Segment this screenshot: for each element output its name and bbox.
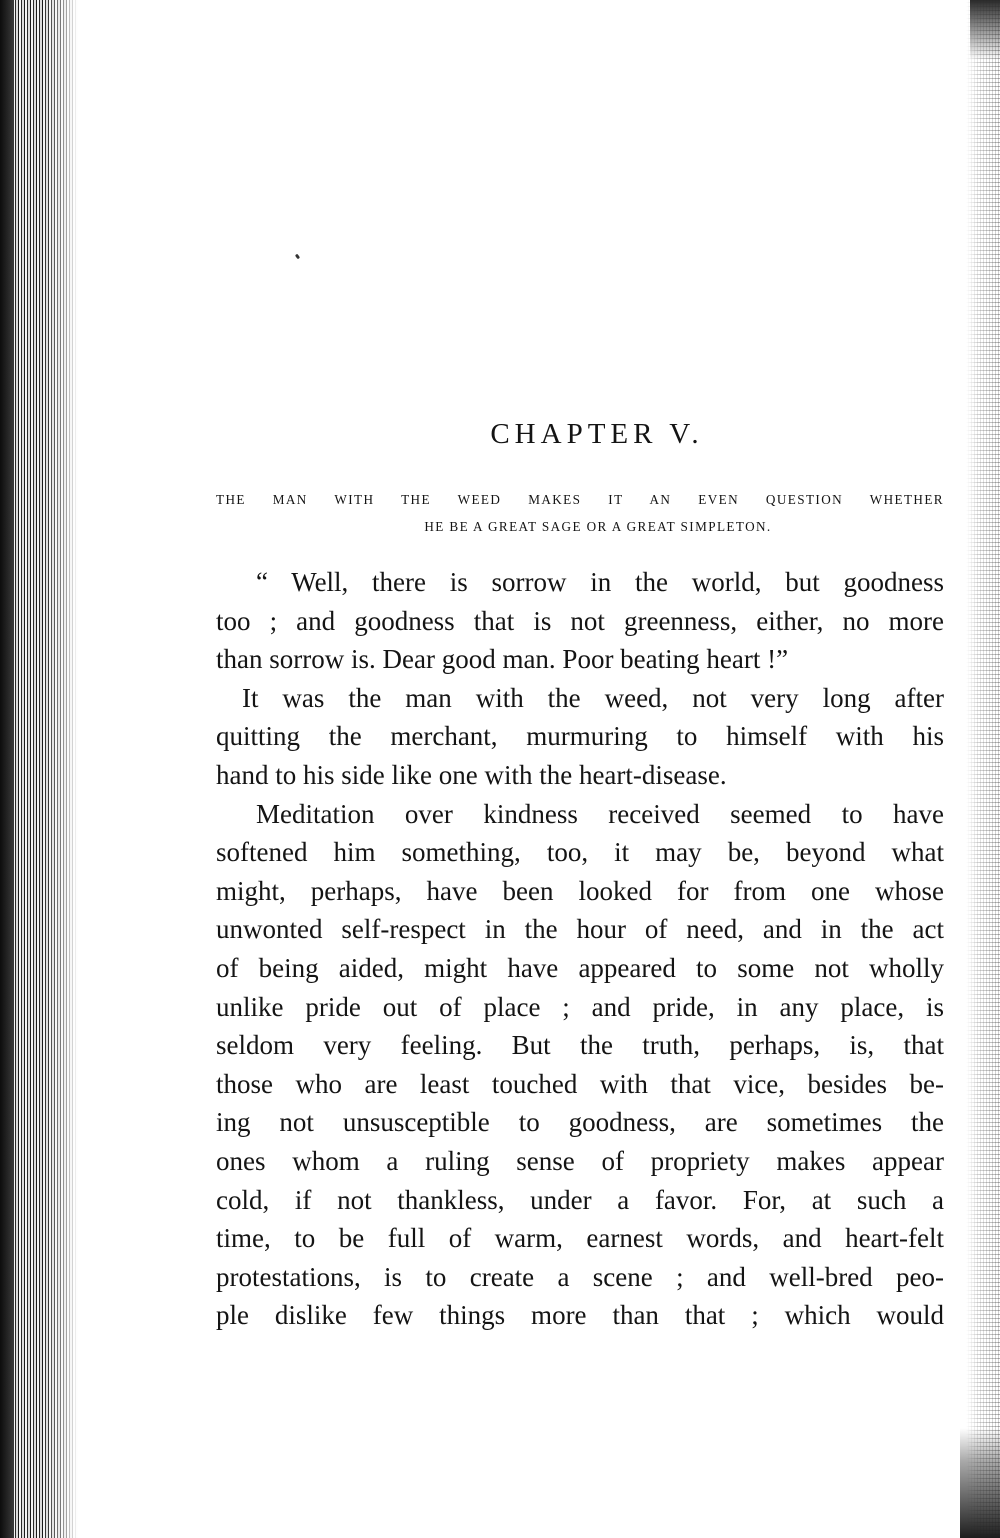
text-line: might, perhaps, have been looked for from one whose	[216, 875, 944, 906]
binding-shadow	[0, 0, 14, 1538]
text-line: Meditation over kindness received seemed to have	[256, 798, 944, 829]
text-line: ing not unsusceptible to goodness, are sometimes the	[216, 1107, 944, 1138]
page-edge-right-top	[970, 0, 1000, 60]
text-line: time, to be full of warm, earnest words, and heart-felt	[216, 1223, 944, 1254]
page-edge-right	[966, 0, 1000, 1538]
ink-speck	[295, 254, 300, 260]
chapter-subtitle	[216, 486, 944, 540]
text-line: ones whom a ruling sense of propriety makes appear	[216, 1145, 944, 1176]
text-line: those who are least touched with that vice, besides be-	[216, 1068, 944, 1099]
text-line: quitting the merchant, murmuring to himself with his	[216, 721, 944, 752]
paragraph	[216, 679, 944, 795]
page-edge-right-bottom	[960, 1428, 1000, 1538]
text-line: It was the man with the weed, not very long after	[242, 682, 944, 713]
subtitle-line: HE BE A GREAT SAGE OR A GREAT SIMPLETON.	[424, 519, 772, 534]
text-line: than sorrow is. Dear good man. Poor beating heart !”	[216, 644, 789, 675]
text-line: “ Well, there is sorrow in the world, but goodness	[256, 567, 944, 597]
text-line: protestations, is to create a scene ; and well-bred peo-	[216, 1261, 944, 1292]
text-line: unlike pride out of place ; and pride, in any place, is	[216, 991, 944, 1022]
text-line: too ; and goodness that is not greenness, either, no more	[216, 605, 944, 636]
text-line: of being aided, might have appeared to some not wholly	[216, 952, 944, 983]
paragraph	[216, 795, 944, 1335]
chapter-body	[216, 563, 944, 1335]
text-line: unwonted self-respect in the hour of need, and in the act	[216, 914, 944, 945]
text-line: softened him something, too, it may be, beyond what	[216, 837, 944, 868]
text-line: ple dislike few things more than that ; which would	[216, 1300, 944, 1331]
text-line: cold, if not thankless, under a favor. For, at such a	[216, 1184, 944, 1215]
text-line: hand to his side like one with the heart-disease.	[216, 759, 727, 790]
subtitle-line: THE MAN WITH THE WEED MAKES IT AN EVEN QUESTION WHETHER	[216, 492, 944, 507]
text-line: seldom very feeling. But the truth, perhaps, is, that	[216, 1030, 944, 1061]
chapter-title: CHAPTER V.	[490, 418, 704, 450]
paragraph	[216, 563, 944, 679]
